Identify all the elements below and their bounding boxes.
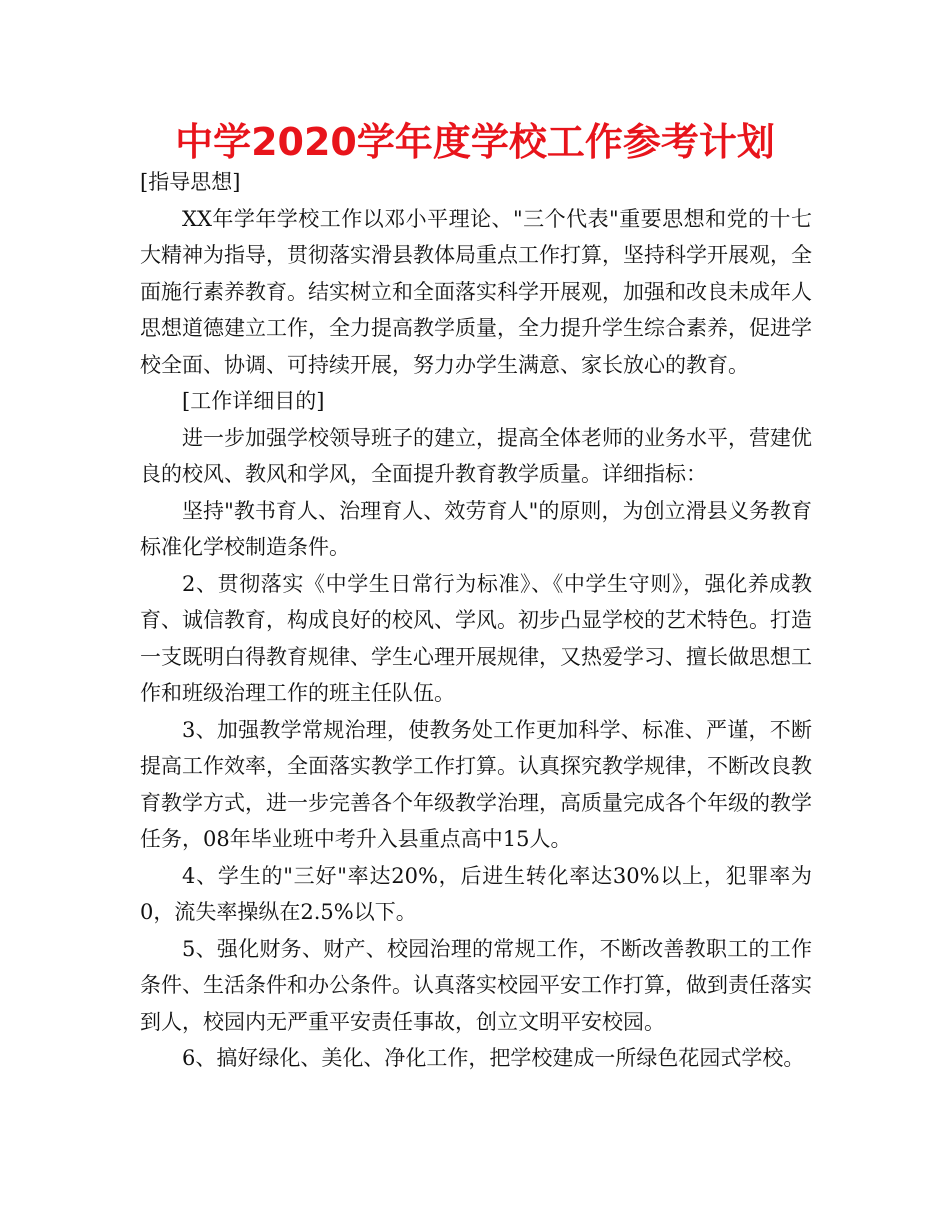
list-item-6: 6、搞好绿化、美化、净化工作，把学校建成一所绿色花园式学校。 [182, 1046, 805, 1070]
paragraph-guiding-thought: XX年学年学校工作以邓小平理论、"三个代表"重要思想和党的十七大精神为指导，贯彻落实滑县教体局重点工作打算，坚持科学开展观，全面施行素养教育。结实树立和全面落实科学开展观，加强和改良未成年人思想道德建立工作，全力提高教学质量，全力提升学生综合素养，促进学校全面、协调、可持续开展，努力办学生满意、家长放心的教育。 [140, 206, 812, 377]
list-item-5: 5、强化财务、财产、校园治理的常规工作，不断改善教职工的工作条件、生活条件和办公条件。认真落实校园平安工作打算，做到责任落实到人，校园内无严重平安责任事故，创立文明平安校园。 [140, 936, 812, 1034]
list-item-2: 2、贯彻落实《中学生日常行为标准》、《中学生守则》，强化养成教育、诚信教育，构成良好的校风、学风。初步凸显学校的艺术特色。打造一支既明白得教育规律、学生心理开展规律，又热爱学习、擅长做思想工作和班级治理工作的班主任队伍。 [140, 571, 812, 705]
list-item-4: 4、学生的"三好"率达20%，后进生转化率达30%以上，犯罪率为0，流失率操纵在2.5%以下。 [140, 863, 812, 924]
list-item-1: 坚持"教书育人、治理育人、效劳育人"的原则，为创立滑县义务教育标准化学校制造条件。 [140, 498, 812, 559]
page-title: 中学2020学年度学校工作参考计划 [175, 120, 775, 164]
section-heading-guiding-thought: [指导思想] [140, 170, 241, 194]
document-body [140, 164, 812, 1077]
section-heading-work-goals: [工作详细目的] [182, 389, 325, 413]
list-item-3: 3、加强教学常规治理，使教务处工作更加科学、标准、严谨，不断提高工作效率，全面落实教学工作打算。认真探究教学规律，不断改良教育教学方式，进一步完善各个年级教学治理，高质量完成各个年级的教学任务，08年毕业班中考升入县重点高中15人。 [140, 717, 812, 851]
paragraph-goals-intro: 进一步加强学校领导班子的建立，提高全体老师的业务水平，营建优良的校风、教风和学风，全面提升教育教学质量。详细指标： [140, 425, 812, 486]
